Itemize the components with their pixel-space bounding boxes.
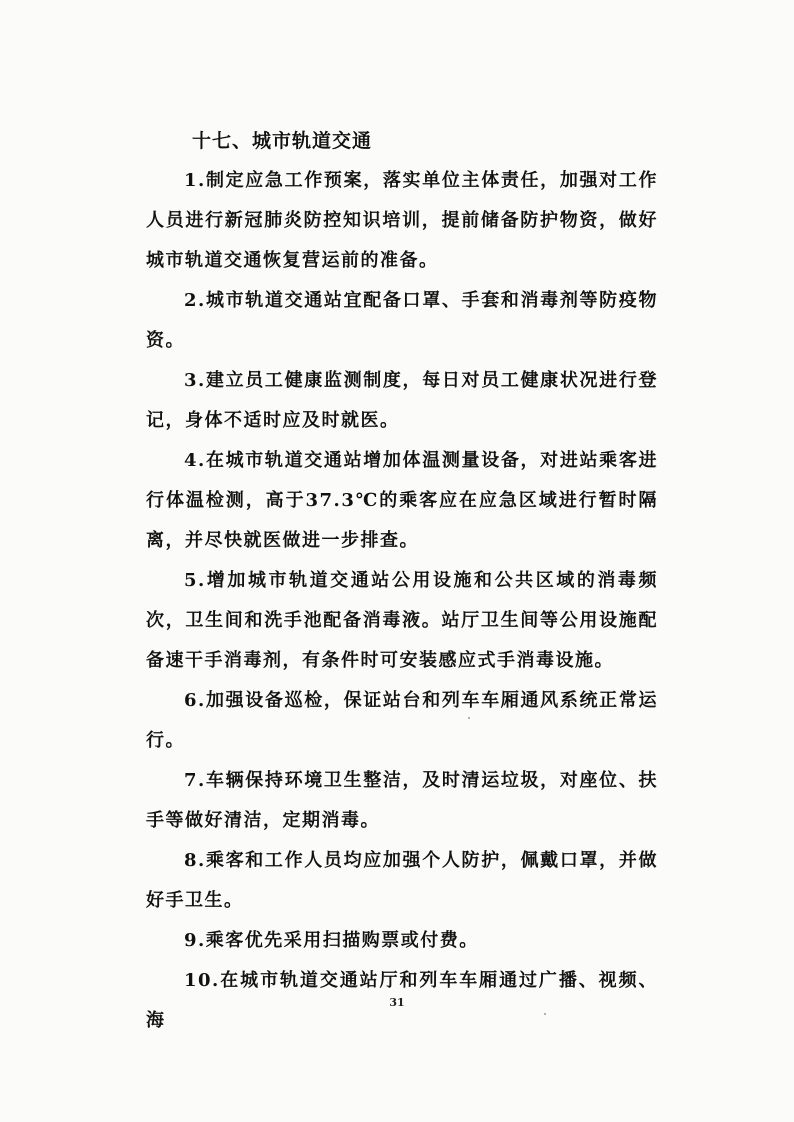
paragraph-4: 4.在城市轨道交通站增加体温测量设备，对进站乘客进行体温检测，高于37.3℃的乘客应在应急区域进行暂时隔离，并尽快就医做进一步排查。 <box>146 450 658 551</box>
scan-speck <box>468 717 470 719</box>
paragraph-7: 7.车辆保持环境卫生整洁，及时清运垃圾，对座位、扶手等做好清洁，定期消毒。 <box>146 770 658 831</box>
paragraph-6: 6.加强设备巡检，保证站台和列车车厢通风系统正常运行。 <box>146 690 658 751</box>
paragraph-3: 3.建立员工健康监测制度，每日对员工健康状况进行登记，身体不适时应及时就医。 <box>146 370 658 431</box>
document-body <box>146 122 658 1041</box>
paragraph-2: 2.城市轨道交通站宜配备口罩、手套和消毒剂等防疫物资。 <box>146 290 658 351</box>
section-heading: 十七、城市轨道交通 <box>192 130 373 152</box>
paragraph-10: 10.在城市轨道交通站厅和列车车厢通过广播、视频、海 <box>146 970 658 1031</box>
paragraph-9: 9.乘客优先采用扫描购票或付费。 <box>184 930 479 951</box>
paragraph-1: 1.制定应急工作预案，落实单位主体责任，加强对工作人员进行新冠肺炎防控知识培训，提前储备防护物资，做好城市轨道交通恢复营运前的准备。 <box>146 170 658 271</box>
paragraph-5: 5.增加城市轨道交通站公用设施和公共区域的消毒频次，卫生间和洗手池配备消毒液。站厅卫生间等公用设施配备速干手消毒剂，有条件时可安装感应式手消毒设施。 <box>146 570 658 671</box>
page-number: 31 <box>389 996 405 1009</box>
scan-speck <box>544 1013 546 1015</box>
paragraph-8: 8.乘客和工作人员均应加强个人防护，佩戴口罩，并做好手卫生。 <box>146 850 658 911</box>
